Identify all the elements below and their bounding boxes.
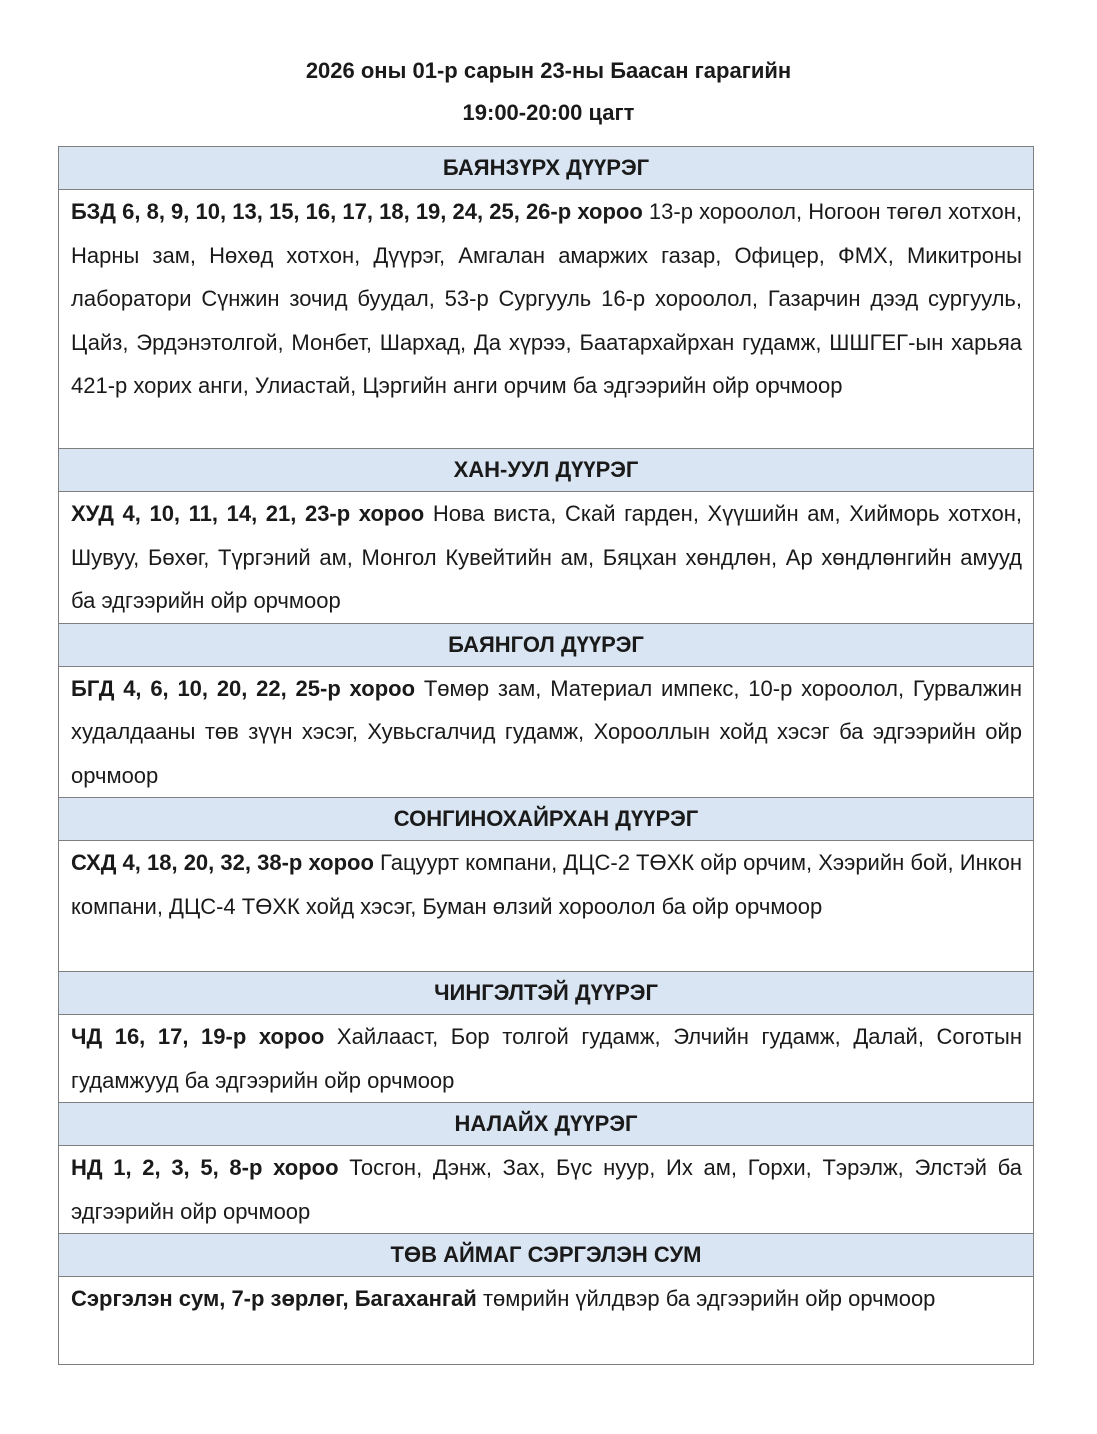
- district-detail: [59, 190, 1034, 449]
- district-header-row: [59, 1103, 1034, 1146]
- district-header-row: [59, 147, 1034, 190]
- area-list: Төмөр зам, Материал импекс, 10-р хороолол, Гурвалжин худалдааны төв зүүн хэсэг, Хувьсгалчид гудамж, Хорооллын хойд хэсэг ба эдгээрийн ойр орчмоор: [71, 675, 1022, 788]
- district-name: ХАН-УУЛ ДҮҮРЭГ: [59, 449, 1034, 492]
- outage-schedule-table: [58, 146, 1034, 1365]
- district-detail-row: [59, 841, 1034, 972]
- khoroo-list: НД 1, 2, 3, 5, 8-р хороо: [71, 1155, 339, 1180]
- area-list: Гацуурт компани, ДЦС-2 ТӨХК ойр орчим, Хээрийн бой, Инкон компани, ДЦС-4 ТӨХК хойд хэсэг, Буман өлзий хороолол ба ойр орчмоор: [71, 850, 1022, 919]
- khoroo-list: ЧД 16, 17, 19-р хороо: [71, 1024, 325, 1049]
- district-header-row: [59, 798, 1034, 841]
- district-detail-row: [59, 1146, 1034, 1234]
- district-header-row: [59, 449, 1034, 492]
- area-list: 13-р хороолол, Ногоон төгөл хотхон, Нарны зам, Нөхөд хотхон, Дүүрэг, Амгалан амаржих газар, Офицер, ФМХ, Микитроны лаборатори Сүнжин зочид буудал, 53-р Сургууль 16-р хороолол, Газарчин дээд сургууль, Цайз, Эрдэнэтолгой, Монбет, Шархад, Да хүрээ, Баатархайрхан гудамж, ШШГЕГ-ын харьяа 421-р хорих анги, Улиастай, Цэргийн анги орчим ба эдгээрийн ойр орчмоор: [71, 199, 1022, 398]
- district-detail-row: [59, 492, 1034, 624]
- document-time: 19:00-20:00 цагт: [462, 100, 635, 125]
- district-name: БАЯНГОЛ ДҮҮРЭГ: [59, 623, 1034, 666]
- district-detail: [59, 492, 1034, 624]
- document-title: 2026 оны 01-р сарын 23-ны Баасан гарагийн: [305, 58, 792, 83]
- district-detail: [59, 1277, 1034, 1365]
- district-detail: [59, 841, 1034, 972]
- khoroo-list: Сэргэлэн сум, 7-р зөрлөг, Багахангай: [71, 1286, 477, 1311]
- district-detail: [59, 666, 1034, 798]
- district-name: БАЯНЗҮРХ ДҮҮРЭГ: [59, 147, 1034, 190]
- district-detail-row: [59, 1015, 1034, 1103]
- district-detail: [59, 1015, 1034, 1103]
- district-header-row: [59, 972, 1034, 1015]
- khoroo-list: БЗД 6, 8, 9, 10, 13, 15, 16, 17, 18, 19, 24, 25, 26-р хороо: [71, 199, 643, 224]
- area-list: Хайлааст, Бор толгой гудамж, Элчийн гудамж, Далай, Соготын гудамжууд ба эдгээрийн ойр орчмоор: [71, 1024, 1022, 1093]
- district-detail-row: [59, 666, 1034, 798]
- district-header-row: [59, 1234, 1034, 1277]
- khoroo-list: БГД 4, 6, 10, 20, 22, 25-р хороо: [71, 675, 416, 701]
- khoroo-list: ХУД 4, 10, 11, 14, 21, 23-р хороо: [71, 501, 425, 526]
- area-list: төмрийн үйлдвэр ба эдгээрийн ойр орчмоор: [482, 1286, 936, 1311]
- khoroo-list: СХД 4, 18, 20, 32, 38-р хороо: [71, 850, 374, 875]
- area-list: Нова виста, Скай гарден, Хүүшийн ам, Хийморь хотхон, Шувуу, Бөхөг, Түргэний ам, Монгол Кувейтийн ам, Бяцхан хөндлөн, Ар хөндлөнгийн амууд ба эдгээрийн ойр орчмоор: [71, 501, 1022, 613]
- district-name: ТӨВ АЙМАГ СЭРГЭЛЭН СУМ: [59, 1234, 1034, 1277]
- area-list: Тосгон, Дэнж, Зах, Бүс нуур, Их ам, Горхи, Тэрэлж, Элстэй ба эдгээрийн ойр орчмоор: [71, 1155, 1022, 1224]
- district-detail: [59, 1146, 1034, 1234]
- district-name: СОНГИНОХАЙРХАН ДҮҮРЭГ: [59, 798, 1034, 841]
- district-name: НАЛАЙХ ДҮҮРЭГ: [59, 1103, 1034, 1146]
- district-name: ЧИНГЭЛТЭЙ ДҮҮРЭГ: [59, 972, 1034, 1015]
- district-detail-row: [59, 1277, 1034, 1365]
- district-detail-row: [59, 190, 1034, 449]
- district-header-row: [59, 623, 1034, 666]
